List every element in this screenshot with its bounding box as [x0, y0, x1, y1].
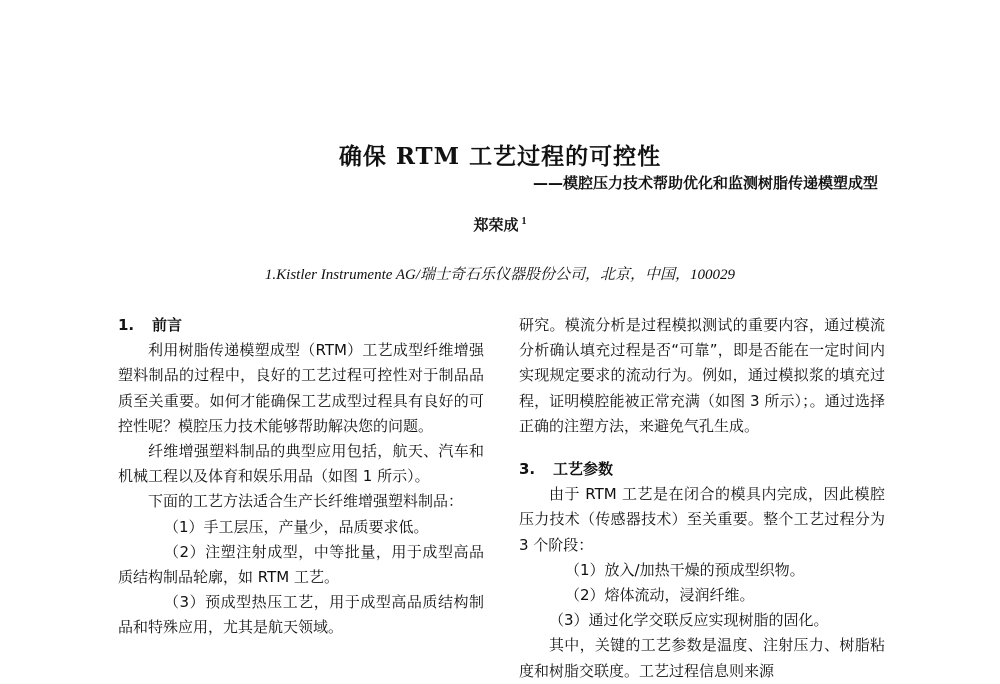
section-3-number: 3. [519, 460, 536, 479]
affiliation: 1.Kistler Instrumente AG/瑞士奇石乐仪器股份公司，北京，中国，100029 [264, 267, 736, 283]
paper-subtitle: ——模腔压力技术帮助优化和监测树脂传递模塑成型 [532, 174, 878, 192]
section-3-title: 工艺参数 [553, 460, 614, 479]
list-item: （3）通过化学交联反应实现树脂的固化。 [549, 611, 829, 630]
list-item: （1）手工层压，产量少，品质要求低。 [164, 517, 429, 536]
section-1-number: 1. [118, 316, 135, 334]
list-item: （2）熔体流动，浸润纤维。 [565, 586, 755, 605]
section-1-heading [118, 313, 484, 338]
paragraph: 纤维增强塑料制品的典型应用包括，航天、汽车和机械工程以及体育和娱乐用品（如图 1 所示）。 [118, 442, 484, 486]
paper-title: 确保 RTM 工艺过程的可控性 [338, 143, 662, 170]
author-superscript: 1 [521, 216, 527, 227]
section-1-title: 前言 [152, 316, 183, 334]
list-item: （2）注塑注射成型，中等批量，用于成型高品质结构制品轮廓，如 RTM 工艺。 [118, 542, 484, 587]
paragraph: 研究。模流分析是过程模拟测试的重要内容，通过模流分析确认填充过程是否“可靠”，即是否能在一定时间内实现规定要求的流动行为。例如，通过模拟浆的填充过程，证明模腔能被正常充满（如图 3 所示）；。通过选择正确的注塑方法，来避免气孔生成。 [519, 316, 885, 435]
paragraph: 其中，关键的工艺参数是温度、注射压力、树脂粘度和树脂交联度。工艺过程信息则来源 [519, 636, 885, 680]
section-3-heading [519, 457, 885, 482]
right-column [519, 313, 885, 684]
author-name: 郑荣成 [473, 216, 519, 234]
paragraph: 利用树脂传递模塑成型（RTM）工艺成型纤维增强塑料制品的过程中，良好的工艺过程可控性对于制品品质至关重要。如何才能确保工艺成型过程具有良好的可控性呢？模腔压力技术能够帮助解决您的问题。 [118, 341, 484, 435]
list-item: （3）预成型热压工艺，用于成型高品质结构制品和特殊应用，尤其是航天领域。 [118, 593, 484, 637]
paragraph: 由于 RTM 工艺是在闭合的模具内完成，因此模腔压力技术（传感器技术）至关重要。整个工艺过程分为 3 个阶段： [519, 485, 885, 554]
list-item: （1）放入/加热干燥的预成型织物。 [565, 560, 805, 579]
paragraph: 下面的工艺方法适合生产长纤维增强塑料制品： [148, 492, 464, 511]
author-line [0, 214, 1000, 235]
left-column [118, 313, 484, 641]
